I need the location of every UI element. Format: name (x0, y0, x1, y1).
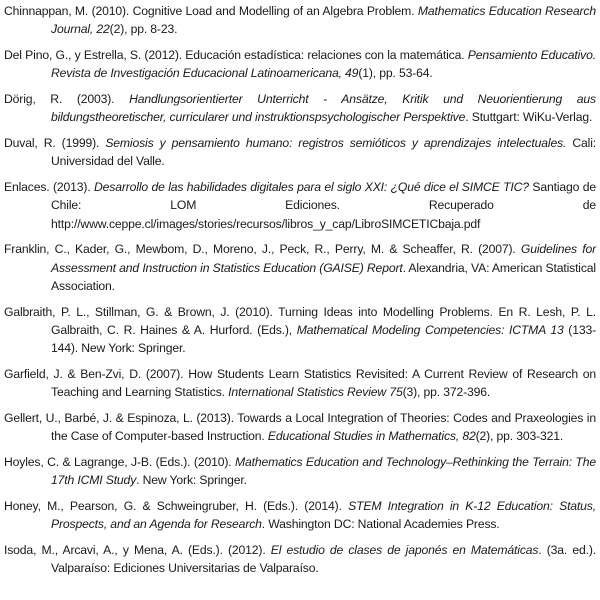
reference-text: (133-144). New York: Springer. (51, 322, 596, 356)
reference-entry (4, 134, 596, 171)
reference-text: Gellert, U., Barbé, J. & Espinoza, L. (2013). Towards a Local Integration of Theories: Codes and Praxeologies in the Case of Computer-based Instruction. (4, 410, 596, 444)
reference-title: STEM Integration in K-12 Education: Status, Prospects, and an Agenda for Research (51, 498, 596, 532)
reference-text: Franklin, C., Kader, G., Mewbom, D., Moreno, J., Peck, R., Perry, M. & Scheaffer, R. (2007). (4, 242, 521, 257)
reference-title: Pensamiento Educativo. Revista de Investigación Educacional Latinoamericana, 49 (51, 47, 596, 81)
reference-text: (3), pp. 372-396. (402, 385, 491, 400)
reference-text: (2), pp. 303-321. (475, 429, 564, 444)
reference-text: Del Pino, G., y Estrella, S. (2012). Educación estadística: relaciones con la matemática. (4, 47, 468, 62)
reference-title: Mathematical Modeling Competencies: ICTMA 13 (296, 322, 564, 337)
reference-entry (4, 365, 596, 402)
reference-entry (4, 2, 596, 39)
reference-entry (4, 90, 596, 127)
reference-text: Chinnappan, M. (2010). Cognitive Load and Modelling of an Algebra Problem. (4, 4, 418, 18)
reference-text: Enlaces. (2013). (4, 179, 95, 194)
reference-text: . Alexandria, VA: American Statistical Association. (51, 260, 596, 293)
reference-text: Isoda, M., Arcavi, A., y Mena, A. (Eds.). (2012). (4, 542, 271, 557)
reference-text: Dörig, R. (2003). (4, 91, 130, 106)
reference-entry (4, 46, 596, 83)
reference-title: International Statistics Review 75 (228, 385, 403, 400)
reference-title: Guidelines for Assessment and Instruction in Statistics Education (GAISE) Report (51, 242, 596, 275)
reference-text: . Washington DC: National Academies Press. (261, 517, 500, 532)
reference-text: (2), pp. 8-23. (109, 22, 178, 37)
reference-title: Mathematics Education Research Journal, 22 (51, 4, 596, 37)
reference-text: . (3a. ed.). Valparaíso: Ediciones Universitarias de Valparaíso. (51, 542, 596, 576)
reference-entry (4, 178, 596, 233)
reference-text: . New York: Springer. (136, 473, 247, 488)
reference-text: (1), pp. 53-64. (358, 66, 433, 81)
reference-title: El estudio de clases de japonés en Matemáticas (270, 542, 539, 557)
reference-title: Mathematics Education and Technology–Rethinking the Terrain: The 17th ICMI Study (51, 454, 596, 488)
reference-entry (4, 409, 596, 446)
reference-entry (4, 497, 596, 534)
reference-text: Santiago de Chile: LOM Ediciones. Recuperado de (51, 179, 596, 213)
reference-url[interactable]: http://www.ceppe.cl/images/stories/recursos/libros_y_cap/LibroSIMCETICbaja.pdf (51, 216, 481, 231)
reference-text: Galbraith, P. L., Stillman, G. & Brown, J. (2010). Turning Ideas into Modelling Problems. En R. Lesh, P. L. Galbraith, C. R. Haines & A. Hurford. (Eds.), (4, 304, 596, 337)
reference-entry (4, 240, 596, 295)
reference-title: Semiosis y pensamiento humano: registros semióticos y aprendizajes intelectuales. (105, 135, 567, 150)
reference-title: Handlungsorientierter Unterricht - Ansätze, Kritik und Neuorientierung aus bildungstheoretischer, curricularer und instruktionspsychologischer Perspektive (51, 91, 596, 125)
reference-title: Desarrollo de las habilidades digitales para el siglo XXI: ¿Qué dice el SIMCE TIC? (94, 179, 529, 194)
reference-text: Duval, R. (1999). (4, 135, 106, 150)
reference-text: Garfield, J. & Ben-Zvi, D. (2007). How Students Learn Statistics Revisited: A Current Review of Research on Teaching and Learning Statistics. (4, 366, 596, 400)
reference-text: Cali: Universidad del Valle. (51, 135, 596, 169)
reference-text: Honey, M., Pearson, G. & Schweingruber, H. (Eds.). (2014). (4, 498, 349, 513)
reference-entry (4, 453, 596, 490)
reference-entry (4, 303, 596, 358)
reference-entry (4, 541, 596, 578)
reference-text: Hoyles, C. & Lagrange, J-B. (Eds.). (2010). (4, 454, 235, 469)
reference-text: . Stuttgart: WiKu-Verlag. (465, 110, 593, 125)
reference-title: Educational Studies in Mathematics, 82 (267, 429, 476, 444)
